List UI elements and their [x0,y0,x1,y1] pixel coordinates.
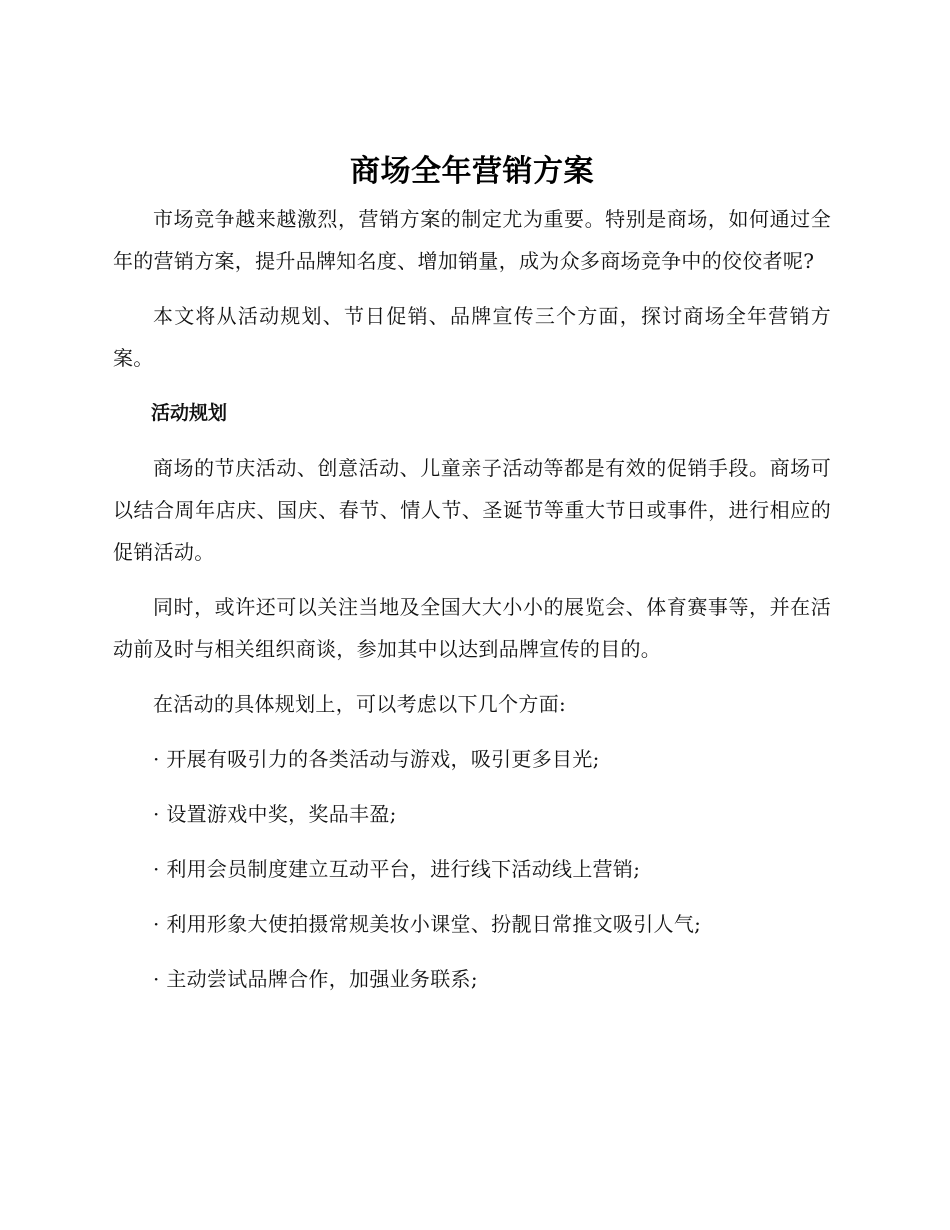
bullet-item: · 设置游戏中奖，奖品丰盈; [153,802,397,826]
intro-paragraph: 市场竞争越来越激烈，营销方案的制定尤为重要。特别是商场，如何通过全年的营销方案，提升品牌知名度、增加销量，成为众多商场竞争中的佼佼者呢? [113,207,831,273]
section-paragraph: 在活动的具体规划上，可以考虑以下几个方面: [153,692,567,716]
intro-paragraph: 本文将从活动规划、节日促销、品牌宣传三个方面，探讨商场全年营销方案。 [113,304,831,370]
bullet-item: · 主动尝试品牌合作，加强业务联系; [153,967,478,991]
section-heading: 活动规划 [151,402,228,424]
document-page [113,146,831,1013]
bullet-item: · 利用形象大使拍摄常规美妆小课堂、扮靓日常推文吸引人气; [153,912,702,936]
document-title: 商场全年营销方案 [350,154,594,189]
bullet-item: · 开展有吸引力的各类活动与游戏，吸引更多目光; [153,747,600,771]
bullet-list [113,738,831,1000]
section-paragraph: 商场的节庆活动、创意活动、儿童亲子活动等都是有效的促销手段。商场可以结合周年店庆、国庆、春节、情人节、圣诞节等重大节日或事件，进行相应的促销活动。 [113,456,831,564]
bullet-item: · 利用会员制度建立互动平台，进行线下活动线上营销; [153,857,641,881]
section-paragraph: 同时，或许还可以关注当地及全国大大小小的展览会、体育赛事等，并在活动前及时与相关组织商谈，参加其中以达到品牌宣传的目的。 [113,595,831,661]
